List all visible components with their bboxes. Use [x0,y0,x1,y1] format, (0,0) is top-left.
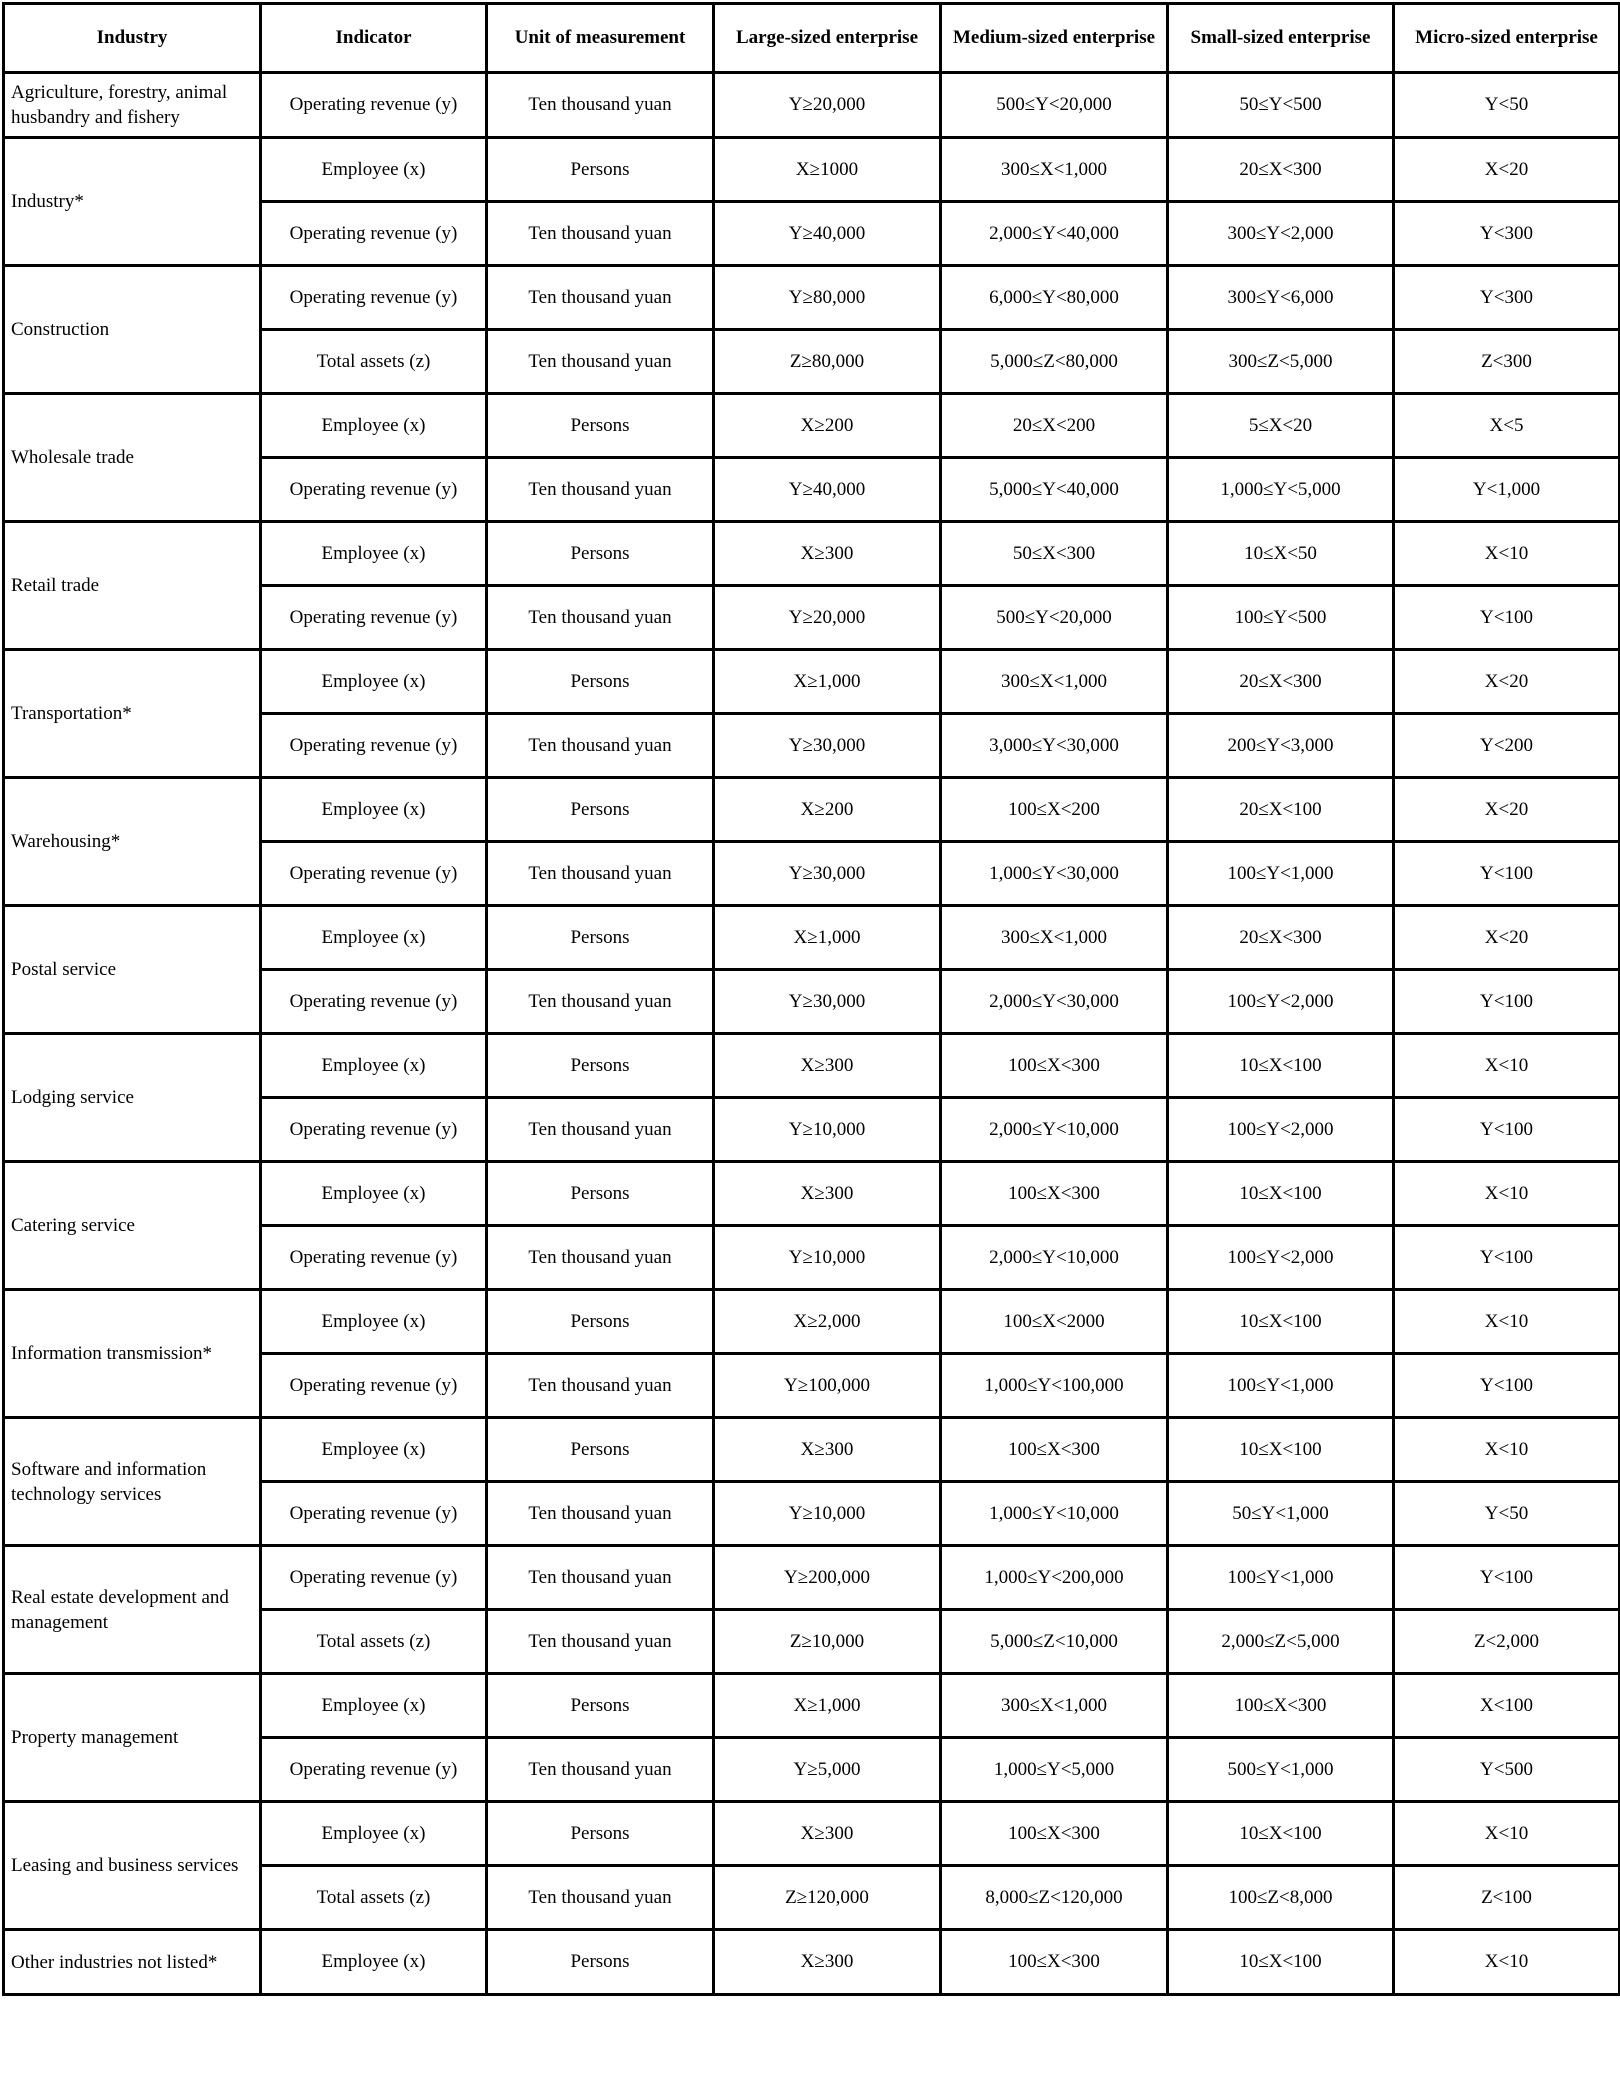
medium-cell: 300≤X<1,000 [941,650,1168,714]
micro-cell: X<10 [1394,522,1620,586]
unit-cell: Persons [487,1290,714,1354]
small-cell: 10≤X<50 [1168,522,1394,586]
micro-cell: Z<100 [1394,1866,1620,1930]
micro-cell: X<10 [1394,1162,1620,1226]
micro-cell: Y<100 [1394,586,1620,650]
medium-cell: 1,000≤Y<200,000 [941,1546,1168,1610]
micro-cell: Y<1,000 [1394,458,1620,522]
small-cell: 1,000≤Y<5,000 [1168,458,1394,522]
unit-cell: Persons [487,1162,714,1226]
large-cell: Y≥30,000 [714,970,941,1034]
industry-cell: Other industries not listed* [4,1930,261,1995]
large-cell: X≥300 [714,1802,941,1866]
medium-cell: 2,000≤Y<40,000 [941,202,1168,266]
indicator-cell: Operating revenue (y) [261,842,487,906]
unit-cell: Ten thousand yuan [487,1482,714,1546]
indicator-cell: Total assets (z) [261,330,487,394]
indicator-cell: Employee (x) [261,1034,487,1098]
small-cell: 10≤X<100 [1168,1162,1394,1226]
medium-cell: 100≤X<300 [941,1930,1168,1995]
header-unit: Unit of measurement [487,4,714,73]
micro-cell: X<10 [1394,1418,1620,1482]
medium-cell: 100≤X<300 [941,1162,1168,1226]
industry-cell: Real estate development and management [4,1546,261,1674]
large-cell: Z≥120,000 [714,1866,941,1930]
micro-cell: Y<100 [1394,842,1620,906]
medium-cell: 8,000≤Z<120,000 [941,1866,1168,1930]
table-row [4,1418,1620,1482]
small-cell: 50≤Y<500 [1168,73,1394,138]
unit-cell: Persons [487,1674,714,1738]
small-cell: 100≤Y<500 [1168,586,1394,650]
small-cell: 5≤X<20 [1168,394,1394,458]
small-cell: 50≤Y<1,000 [1168,1482,1394,1546]
small-cell: 10≤X<100 [1168,1930,1394,1995]
table-row [4,906,1620,970]
industry-cell: Information transmission* [4,1290,261,1418]
micro-cell: X<10 [1394,1290,1620,1354]
indicator-cell: Employee (x) [261,1674,487,1738]
large-cell: Y≥10,000 [714,1482,941,1546]
micro-cell: X<20 [1394,778,1620,842]
large-cell: Y≥10,000 [714,1098,941,1162]
industry-cell: Agriculture, forestry, animal husbandry and fishery [4,73,261,138]
large-cell: Y≥40,000 [714,458,941,522]
medium-cell: 1,000≤Y<5,000 [941,1738,1168,1802]
large-cell: Y≥30,000 [714,714,941,778]
unit-cell: Ten thousand yuan [487,1354,714,1418]
large-cell: Y≥40,000 [714,202,941,266]
small-cell: 10≤X<100 [1168,1802,1394,1866]
micro-cell: X<20 [1394,650,1620,714]
medium-cell: 2,000≤Y<30,000 [941,970,1168,1034]
unit-cell: Ten thousand yuan [487,202,714,266]
medium-cell: 300≤X<1,000 [941,138,1168,202]
indicator-cell: Total assets (z) [261,1610,487,1674]
medium-cell: 100≤X<2000 [941,1290,1168,1354]
small-cell: 100≤Y<1,000 [1168,1546,1394,1610]
indicator-cell: Employee (x) [261,1162,487,1226]
industry-cell: Warehousing* [4,778,261,906]
unit-cell: Ten thousand yuan [487,1098,714,1162]
unit-cell: Persons [487,1418,714,1482]
small-cell: 10≤X<100 [1168,1290,1394,1354]
table-body [4,73,1620,1995]
large-cell: X≥2,000 [714,1290,941,1354]
indicator-cell: Operating revenue (y) [261,1546,487,1610]
small-cell: 300≤Z<5,000 [1168,330,1394,394]
unit-cell: Persons [487,394,714,458]
industry-cell: Lodging service [4,1034,261,1162]
indicator-cell: Employee (x) [261,394,487,458]
small-cell: 2,000≤Z<5,000 [1168,1610,1394,1674]
large-cell: Z≥80,000 [714,330,941,394]
indicator-cell: Operating revenue (y) [261,1354,487,1418]
medium-cell: 1,000≤Y<30,000 [941,842,1168,906]
header-large: Large-sized enterprise [714,4,941,73]
micro-cell: Y<200 [1394,714,1620,778]
unit-cell: Ten thousand yuan [487,330,714,394]
micro-cell: Y<300 [1394,266,1620,330]
indicator-cell: Employee (x) [261,1290,487,1354]
indicator-cell: Operating revenue (y) [261,1098,487,1162]
medium-cell: 50≤X<300 [941,522,1168,586]
micro-cell: Y<50 [1394,73,1620,138]
industry-cell: Construction [4,266,261,394]
large-cell: Y≥100,000 [714,1354,941,1418]
medium-cell: 1,000≤Y<100,000 [941,1354,1168,1418]
small-cell: 20≤X<300 [1168,138,1394,202]
large-cell: Y≥5,000 [714,1738,941,1802]
industry-cell: Property management [4,1674,261,1802]
indicator-cell: Operating revenue (y) [261,266,487,330]
indicator-cell: Total assets (z) [261,1866,487,1930]
large-cell: Z≥10,000 [714,1610,941,1674]
table-row [4,266,1620,330]
unit-cell: Persons [487,138,714,202]
header-industry: Industry [4,4,261,73]
small-cell: 300≤Y<6,000 [1168,266,1394,330]
small-cell: 100≤Y<2,000 [1168,1098,1394,1162]
small-cell: 100≤Z<8,000 [1168,1866,1394,1930]
medium-cell: 3,000≤Y<30,000 [941,714,1168,778]
table-row [4,1162,1620,1226]
medium-cell: 5,000≤Z<80,000 [941,330,1168,394]
micro-cell: X<10 [1394,1034,1620,1098]
industry-cell: Wholesale trade [4,394,261,522]
table-row [4,1034,1620,1098]
table-row [4,1546,1620,1610]
medium-cell: 20≤X<200 [941,394,1168,458]
table-header [4,4,1620,73]
unit-cell: Persons [487,778,714,842]
micro-cell: Z<2,000 [1394,1610,1620,1674]
table-row [4,778,1620,842]
small-cell: 300≤Y<2,000 [1168,202,1394,266]
indicator-cell: Operating revenue (y) [261,202,487,266]
micro-cell: X<5 [1394,394,1620,458]
micro-cell: Y<100 [1394,970,1620,1034]
large-cell: Y≥80,000 [714,266,941,330]
indicator-cell: Employee (x) [261,1418,487,1482]
large-cell: X≥300 [714,522,941,586]
small-cell: 100≤Y<1,000 [1168,842,1394,906]
micro-cell: Y<100 [1394,1226,1620,1290]
table-row [4,138,1620,202]
medium-cell: 300≤X<1,000 [941,1674,1168,1738]
small-cell: 100≤Y<2,000 [1168,970,1394,1034]
micro-cell: X<20 [1394,138,1620,202]
small-cell: 100≤Y<2,000 [1168,1226,1394,1290]
medium-cell: 100≤X<300 [941,1418,1168,1482]
industry-cell: Retail trade [4,522,261,650]
table-row [4,1290,1620,1354]
unit-cell: Persons [487,522,714,586]
unit-cell: Persons [487,1930,714,1995]
indicator-cell: Employee (x) [261,522,487,586]
small-cell: 200≤Y<3,000 [1168,714,1394,778]
table-row [4,1930,1620,1995]
micro-cell: X<100 [1394,1674,1620,1738]
table-row [4,650,1620,714]
micro-cell: Y<50 [1394,1482,1620,1546]
large-cell: X≥300 [714,1930,941,1995]
indicator-cell: Operating revenue (y) [261,970,487,1034]
indicator-cell: Operating revenue (y) [261,586,487,650]
indicator-cell: Operating revenue (y) [261,1482,487,1546]
large-cell: X≥300 [714,1162,941,1226]
large-cell: X≥1,000 [714,906,941,970]
micro-cell: Y<300 [1394,202,1620,266]
micro-cell: X<20 [1394,906,1620,970]
large-cell: Y≥20,000 [714,586,941,650]
large-cell: X≥200 [714,394,941,458]
small-cell: 20≤X<100 [1168,778,1394,842]
medium-cell: 1,000≤Y<10,000 [941,1482,1168,1546]
unit-cell: Ten thousand yuan [487,1866,714,1930]
indicator-cell: Employee (x) [261,650,487,714]
small-cell: 20≤X<300 [1168,906,1394,970]
table-row [4,73,1620,138]
unit-cell: Ten thousand yuan [487,1738,714,1802]
medium-cell: 5,000≤Y<40,000 [941,458,1168,522]
small-cell: 500≤Y<1,000 [1168,1738,1394,1802]
unit-cell: Ten thousand yuan [487,970,714,1034]
table-row [4,1802,1620,1866]
enterprise-size-table [2,2,1620,1996]
medium-cell: 6,000≤Y<80,000 [941,266,1168,330]
medium-cell: 100≤X<300 [941,1034,1168,1098]
large-cell: Y≥10,000 [714,1226,941,1290]
large-cell: X≥200 [714,778,941,842]
large-cell: X≥300 [714,1034,941,1098]
large-cell: Y≥20,000 [714,73,941,138]
medium-cell: 500≤Y<20,000 [941,586,1168,650]
indicator-cell: Operating revenue (y) [261,458,487,522]
indicator-cell: Employee (x) [261,906,487,970]
unit-cell: Persons [487,650,714,714]
small-cell: 100≤Y<1,000 [1168,1354,1394,1418]
unit-cell: Ten thousand yuan [487,586,714,650]
micro-cell: X<10 [1394,1930,1620,1995]
industry-cell: Postal service [4,906,261,1034]
micro-cell: Y<500 [1394,1738,1620,1802]
industry-cell: Catering service [4,1162,261,1290]
industry-cell: Software and information technology services [4,1418,261,1546]
unit-cell: Persons [487,1034,714,1098]
medium-cell: 2,000≤Y<10,000 [941,1098,1168,1162]
unit-cell: Ten thousand yuan [487,458,714,522]
indicator-cell: Operating revenue (y) [261,1226,487,1290]
industry-cell: Industry* [4,138,261,266]
large-cell: X≥300 [714,1418,941,1482]
header-row [4,4,1620,73]
large-cell: X≥1,000 [714,1674,941,1738]
indicator-cell: Employee (x) [261,778,487,842]
table-row [4,522,1620,586]
unit-cell: Persons [487,906,714,970]
medium-cell: 300≤X<1,000 [941,906,1168,970]
header-small: Small-sized enterprise [1168,4,1394,73]
indicator-cell: Operating revenue (y) [261,1738,487,1802]
micro-cell: Z<300 [1394,330,1620,394]
medium-cell: 100≤X<200 [941,778,1168,842]
indicator-cell: Operating revenue (y) [261,714,487,778]
medium-cell: 100≤X<300 [941,1802,1168,1866]
unit-cell: Ten thousand yuan [487,842,714,906]
micro-cell: X<10 [1394,1802,1620,1866]
micro-cell: Y<100 [1394,1354,1620,1418]
header-indicator: Indicator [261,4,487,73]
unit-cell: Ten thousand yuan [487,73,714,138]
large-cell: Y≥200,000 [714,1546,941,1610]
header-medium: Medium-sized enterprise [941,4,1168,73]
medium-cell: 5,000≤Z<10,000 [941,1610,1168,1674]
unit-cell: Persons [487,1802,714,1866]
small-cell: 10≤X<100 [1168,1418,1394,1482]
small-cell: 10≤X<100 [1168,1034,1394,1098]
unit-cell: Ten thousand yuan [487,1226,714,1290]
table-row [4,394,1620,458]
small-cell: 20≤X<300 [1168,650,1394,714]
unit-cell: Ten thousand yuan [487,1610,714,1674]
table-row [4,1674,1620,1738]
indicator-cell: Employee (x) [261,1930,487,1995]
indicator-cell: Employee (x) [261,138,487,202]
indicator-cell: Employee (x) [261,1802,487,1866]
header-micro: Micro-sized enterprise [1394,4,1620,73]
medium-cell: 500≤Y<20,000 [941,73,1168,138]
unit-cell: Ten thousand yuan [487,714,714,778]
large-cell: Y≥30,000 [714,842,941,906]
micro-cell: Y<100 [1394,1546,1620,1610]
unit-cell: Ten thousand yuan [487,1546,714,1610]
industry-cell: Transportation* [4,650,261,778]
industry-cell: Leasing and business services [4,1802,261,1930]
small-cell: 100≤X<300 [1168,1674,1394,1738]
large-cell: X≥1,000 [714,650,941,714]
unit-cell: Ten thousand yuan [487,266,714,330]
large-cell: X≥1000 [714,138,941,202]
indicator-cell: Operating revenue (y) [261,73,487,138]
micro-cell: Y<100 [1394,1098,1620,1162]
medium-cell: 2,000≤Y<10,000 [941,1226,1168,1290]
